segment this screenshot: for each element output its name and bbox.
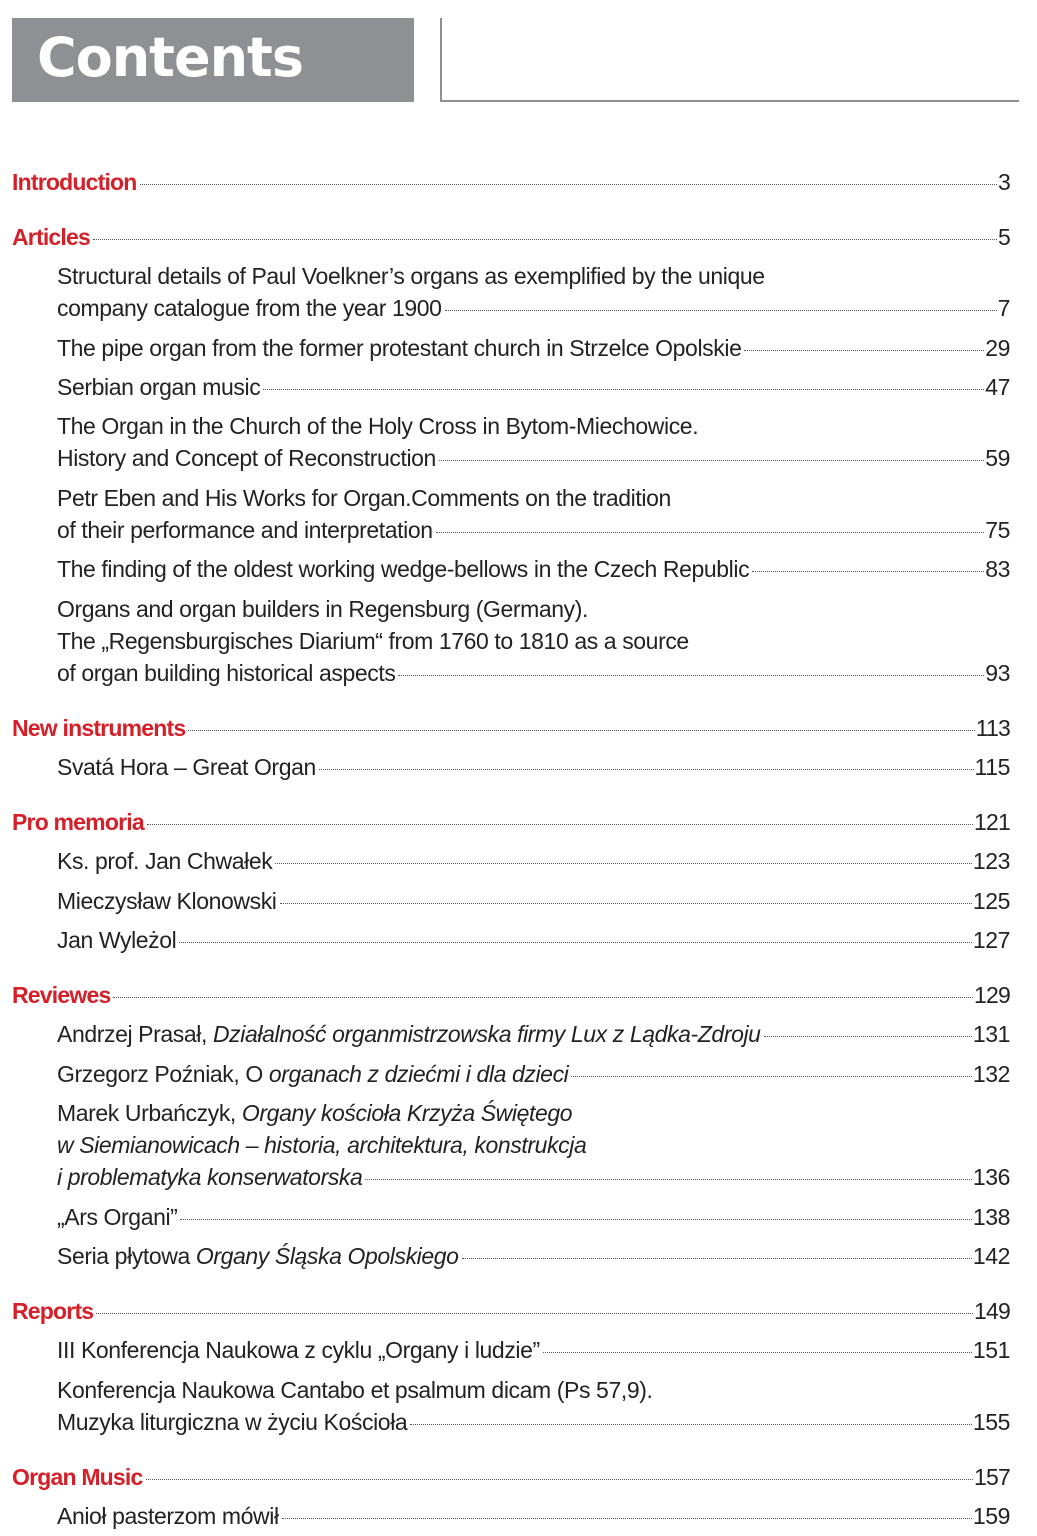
toc-entry[interactable] xyxy=(57,1500,1010,1532)
toc-entry[interactable] xyxy=(57,514,1010,546)
page-number: 151 xyxy=(972,1337,1010,1363)
entry-author: Seria płytowa xyxy=(57,1243,196,1269)
page-number: 93 xyxy=(985,660,1010,686)
dot-leader xyxy=(439,460,984,461)
page-number: 29 xyxy=(985,335,1010,361)
toc-entry[interactable] xyxy=(57,1018,1010,1050)
entry-title: Mieczysław Klonowski xyxy=(57,888,277,914)
entry-title: The pipe organ from the former protestant church in Strzelce Opolskie xyxy=(57,335,742,361)
page-number: 83 xyxy=(985,556,1010,582)
section-title: Introduction xyxy=(12,169,137,195)
toc-entry-line: Petr Eben and His Works for Organ.Comments on the tradition xyxy=(57,485,671,511)
dot-leader xyxy=(282,1518,972,1519)
page-number: 115 xyxy=(974,754,1010,780)
entry-title: of their performance and interpretation xyxy=(57,517,433,543)
entry-title: Anioł pasterzom mówił xyxy=(57,1503,279,1529)
entry-author: Grzegorz Poźniak, O xyxy=(57,1061,269,1087)
page-number: 7 xyxy=(997,295,1010,321)
entry-title: „Ars Organi” xyxy=(57,1204,178,1230)
toc-section-introduction[interactable] xyxy=(12,166,1010,198)
entry-title: History and Concept of Reconstruction xyxy=(57,445,436,471)
toc-entry[interactable] xyxy=(57,1334,1010,1366)
dot-leader xyxy=(147,824,973,825)
toc-section-new-instruments[interactable] xyxy=(12,712,1010,744)
dot-leader xyxy=(179,942,971,943)
page-number: 129 xyxy=(974,982,1010,1008)
dot-leader xyxy=(764,1036,972,1037)
dot-leader xyxy=(263,389,984,390)
dot-leader xyxy=(571,1076,971,1077)
dot-leader xyxy=(146,1479,974,1480)
section-title: New instruments xyxy=(12,715,186,741)
page-title: Contents xyxy=(37,26,304,89)
page-number: 132 xyxy=(972,1061,1010,1087)
toc-entry[interactable] xyxy=(57,1058,1010,1090)
section-title: Articles xyxy=(12,224,90,250)
dot-leader xyxy=(180,1219,971,1220)
page-number: 131 xyxy=(972,1021,1010,1047)
page-number: 75 xyxy=(985,517,1010,543)
dot-leader xyxy=(188,730,974,731)
toc-entry[interactable] xyxy=(57,553,1010,585)
dot-leader xyxy=(398,675,984,676)
toc-entry[interactable] xyxy=(57,845,1010,877)
dot-leader xyxy=(410,1424,972,1425)
entry-author: Andrzej Prasał, xyxy=(57,1021,213,1047)
toc-entry-line xyxy=(57,1097,572,1129)
toc-entry[interactable] xyxy=(57,885,1010,917)
entry-title: Muzyka liturgiczna w życiu Kościoła xyxy=(57,1409,408,1435)
entry-author: Marek Urbańczyk, xyxy=(57,1100,242,1126)
toc-section-reviewes[interactable] xyxy=(12,979,1010,1011)
section-title: Reviewes xyxy=(12,982,111,1008)
page-number: 5 xyxy=(998,224,1010,250)
entry-title-line: Organy kościoła Krzyża Świętego xyxy=(241,1100,573,1126)
dot-leader xyxy=(543,1352,972,1353)
page-number: 157 xyxy=(974,1464,1010,1490)
page-number: 123 xyxy=(972,848,1010,874)
entry-title: organach z dziećmi i dla dzieci xyxy=(268,1061,569,1087)
page-number: 125 xyxy=(972,888,1010,914)
dot-leader xyxy=(275,863,972,864)
toc-section-pro-memoria[interactable] xyxy=(12,806,1010,838)
section-title: Reports xyxy=(12,1298,94,1324)
dot-leader xyxy=(365,1179,971,1180)
dot-leader xyxy=(96,1313,973,1314)
entry-title: Organy Śląska Opolskiego xyxy=(195,1243,459,1269)
toc-entry[interactable] xyxy=(57,1240,1010,1272)
dot-leader xyxy=(113,997,973,998)
toc-entry-line: The Organ in the Church of the Holy Cross in Bytom-Miechowice. xyxy=(57,413,699,439)
dot-leader xyxy=(752,571,984,572)
toc-entry-line: Organs and organ builders in Regensburg (Germany). xyxy=(57,596,589,622)
section-title: Pro memoria xyxy=(12,809,144,835)
toc-entry-line: w Siemianowicach – historia, architektura, konstrukcja xyxy=(57,1132,587,1158)
entry-title: i problematyka konserwatorska xyxy=(57,1164,363,1190)
entry-title: III Konferencja Naukowa z cyklu „Organy i ludzie” xyxy=(57,1337,540,1363)
toc-entry[interactable] xyxy=(57,332,1010,364)
entry-title: Serbian organ music xyxy=(57,374,261,400)
toc-entry[interactable] xyxy=(57,292,1010,324)
page-number: 149 xyxy=(974,1298,1010,1324)
section-title: Organ Music xyxy=(12,1464,143,1490)
dot-leader xyxy=(462,1258,972,1259)
toc-entry[interactable] xyxy=(57,442,1010,474)
entry-title: Ks. prof. Jan Chwałek xyxy=(57,848,273,874)
entry-title: The finding of the oldest working wedge-bellows in the Czech Republic xyxy=(57,556,750,582)
dot-leader xyxy=(140,184,997,185)
page-number: 121 xyxy=(974,809,1010,835)
dot-leader xyxy=(445,310,997,311)
toc-entry[interactable] xyxy=(57,1161,1010,1193)
page-number: 113 xyxy=(975,715,1010,741)
toc-section-organ-music[interactable] xyxy=(12,1461,1010,1493)
entry-title: company catalogue from the year 1900 xyxy=(57,295,442,321)
toc-section-reports[interactable] xyxy=(12,1295,1010,1327)
dot-leader xyxy=(93,239,997,240)
entry-title: Svatá Hora – Great Organ xyxy=(57,754,316,780)
page-number: 127 xyxy=(972,927,1010,953)
page-number: 138 xyxy=(972,1204,1010,1230)
dot-leader xyxy=(280,903,972,904)
page-number: 59 xyxy=(985,445,1010,471)
entry-title: Działalność organmistrzowska firmy Lux z Lądka-Zdroju xyxy=(212,1021,761,1047)
page-number: 47 xyxy=(985,374,1010,400)
page-number: 142 xyxy=(972,1243,1010,1269)
toc-entry[interactable] xyxy=(57,371,1010,403)
toc-entry-line: Structural details of Paul Voelkner’s organs as exemplified by the unique xyxy=(57,263,765,289)
toc-entry[interactable] xyxy=(57,657,1010,689)
toc-section-articles[interactable] xyxy=(12,221,1010,253)
entry-title: of organ building historical aspects xyxy=(57,660,396,686)
dot-leader xyxy=(436,532,985,533)
toc-entry[interactable] xyxy=(57,1406,1010,1438)
page-number: 136 xyxy=(972,1164,1010,1190)
toc-entry-line: The „Regensburgisches Diarium“ from 1760 to 1810 as a source xyxy=(57,628,689,654)
toc-entry[interactable] xyxy=(57,751,1010,783)
page-number: 159 xyxy=(972,1503,1010,1529)
dot-leader xyxy=(319,769,974,770)
toc-entry[interactable] xyxy=(57,924,1010,956)
toc-entry-line: Konferencja Naukowa Cantabo et psalmum dicam (Ps 57,9). xyxy=(57,1377,653,1403)
entry-title: Jan Wyleżol xyxy=(57,927,177,953)
dot-leader xyxy=(744,350,984,351)
page-number: 155 xyxy=(972,1409,1010,1435)
toc-entry[interactable] xyxy=(57,1201,1010,1233)
page-number: 3 xyxy=(998,169,1010,195)
